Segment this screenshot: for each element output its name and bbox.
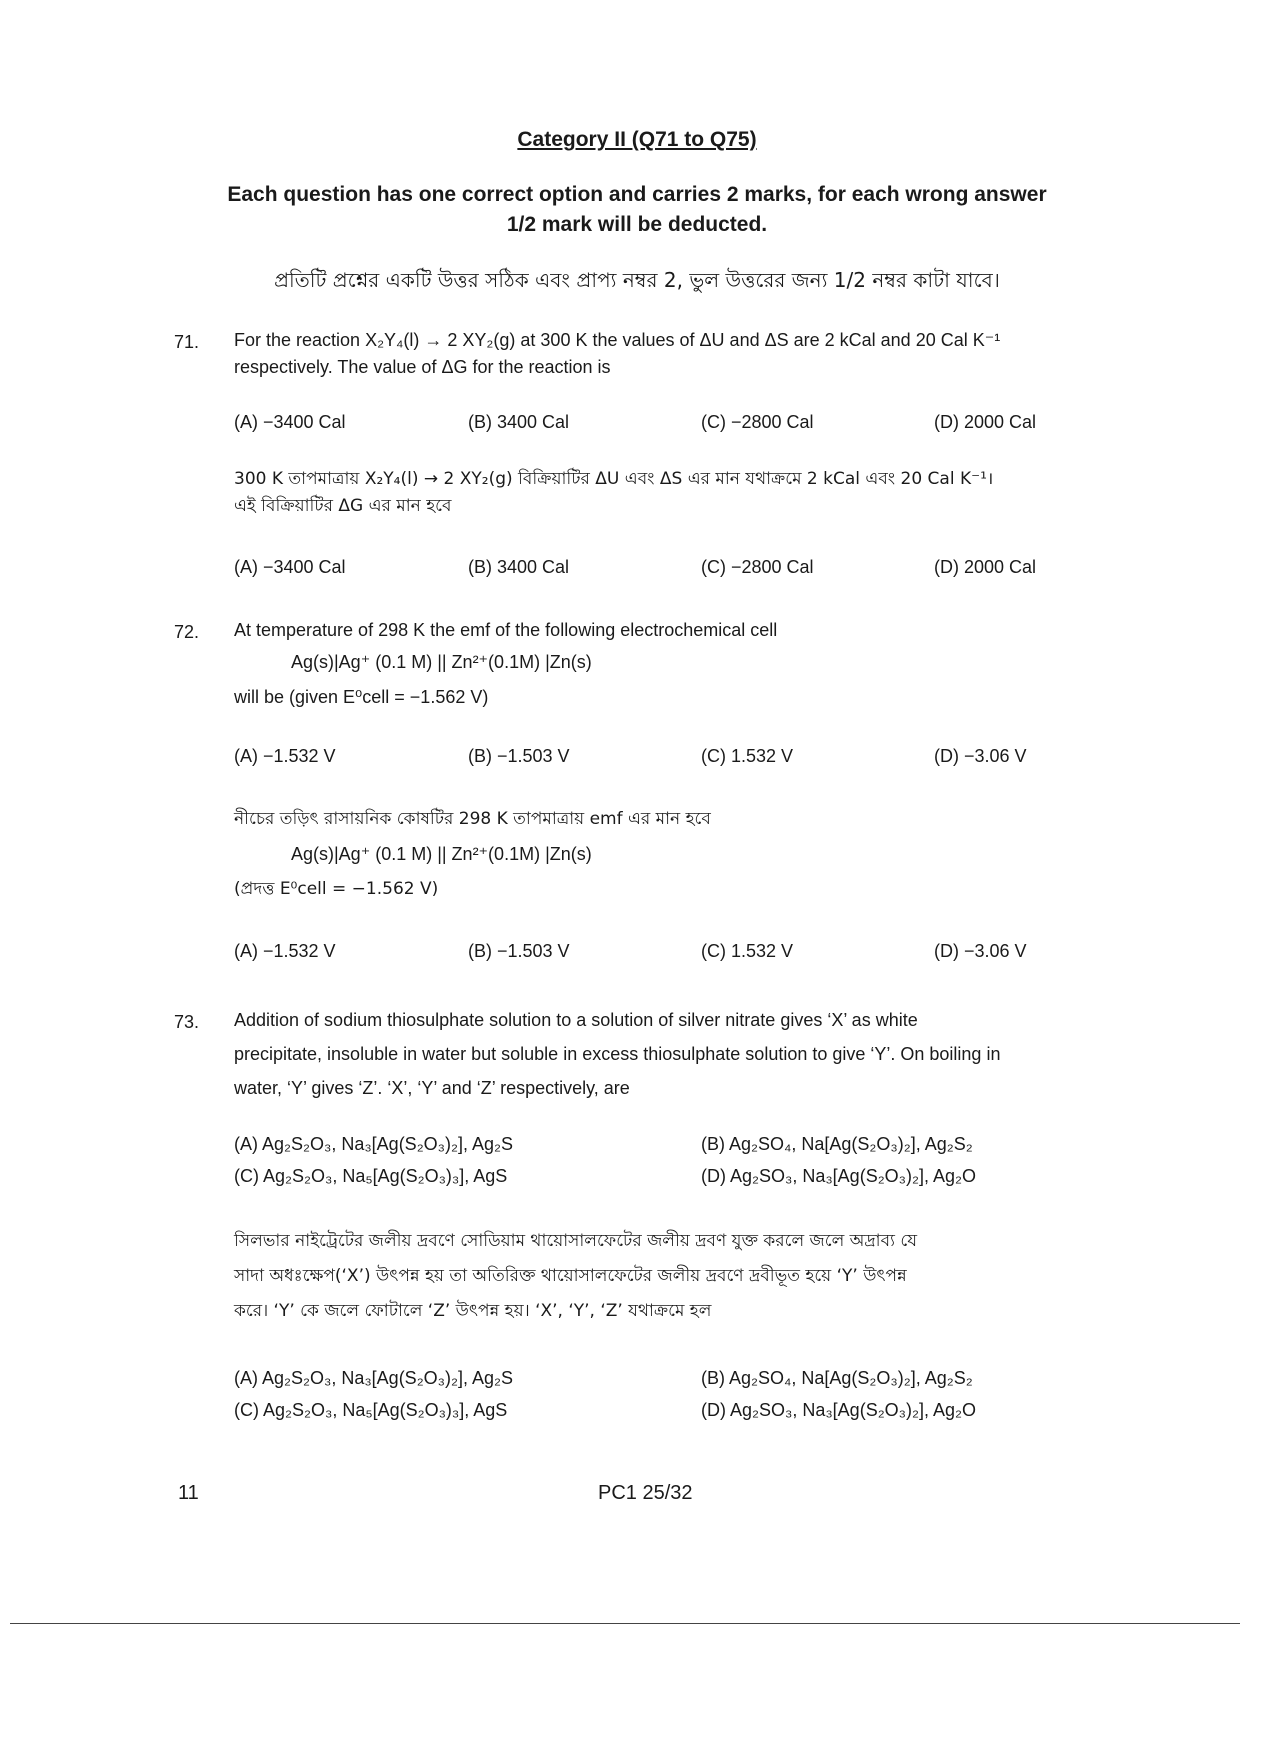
option-c: (C) 1.532 V [701,746,794,766]
option-c: (C) Ag₂S₂O₃, Na₅[Ag(S₂O₃)₃], AgS [234,1400,508,1420]
option-a: (A) −3400 Cal [234,557,346,577]
question-number: 71. [174,332,200,352]
page-number: PC1 25/32 [598,1482,693,1504]
q71-text-bn [234,466,1154,520]
option-d: (D) −3.06 V [934,941,1027,961]
option-d: (D) Ag₂SO₃, Na₃[Ag(S₂O₃)₂], Ag₂O [701,1166,977,1186]
q73-text-en [234,1003,1154,1105]
bottom-rule [10,1623,1240,1624]
option-d: (D) Ag₂SO₃, Na₃[Ag(S₂O₃)₂], Ag₂O [701,1400,977,1420]
option-c: (C) −2800 Cal [701,412,814,432]
footer-left-mark: 11 [178,1482,199,1504]
q72-options-bn [234,941,1134,969]
q73-en-line2: precipitate, insoluble in water but soluble in excess thiosulphate solution to give ‘Y’. On boiling in [234,1044,1001,1064]
question-number: 72. [174,622,200,642]
option-a: (A) −3400 Cal [234,412,346,432]
q73-bn-line3: করে। ‘Y’ কে জলে ফোটালে ‘Z’ উৎপন্ন হয়। ‘X’, ‘Y’, ‘Z’ যথাক্রমে হল [234,1301,712,1321]
q73-options-en [234,1134,1154,1202]
q71-bn-line2: এই বিক্রিয়াটির ΔG এর মান হবে [234,496,452,516]
q72-bn-line1: নীচের তড়িৎ রাসায়নিক কোষটির 298 K তাপমাত্রায় emf এর মান হবে [234,809,711,829]
q73-en-line1: Addition of sodium thiosulphate solution to a solution of silver nitrate gives ‘X’ as white [234,1010,918,1030]
instruction-en-line2: 1/2 mark will be deducted. [506,213,768,236]
option-b: (B) Ag₂SO₄, Na[Ag(S₂O₃)₂], Ag₂S₂ [701,1134,973,1154]
instruction-en-line1: Each question has one correct option and carries 2 marks, for each wrong answer [227,183,1047,206]
option-c: (C) −2800 Cal [701,557,814,577]
q71-options-bn [234,557,1134,585]
q71-options-en [234,412,1134,440]
option-d: (D) 2000 Cal [934,557,1037,577]
option-c: (C) 1.532 V [701,941,794,961]
q73-en-line3: water, ‘Y’ gives ‘Z’. ‘X’, ‘Y’ and ‘Z’ respectively, are [234,1078,630,1098]
option-a: (A) Ag₂S₂O₃, Na₃[Ag(S₂O₃)₂], Ag₂S [234,1368,514,1388]
option-b: (B) 3400 Cal [468,412,570,432]
option-b: (B) −1.503 V [468,941,570,961]
option-b: (B) −1.503 V [468,746,570,766]
option-a: (A) Ag₂S₂O₃, Na₃[Ag(S₂O₃)₂], Ag₂S [234,1134,514,1154]
q72-cell-notation: Ag(s)|Ag⁺ (0.1 M) || Zn²⁺(0.1M) |Zn(s) [291,652,592,672]
q71-text-en [234,327,1154,381]
q71-en-line2: respectively. The value of ΔG for the reaction is [234,357,611,377]
option-d: (D) −3.06 V [934,746,1027,766]
instruction-bn: প্রতিটি প্রশ্নের একটি উত্তর সঠিক এবং প্রাপ্য নম্বর 2, ভুল উত্তরের জন্য 1/2 নম্বর কাটা যাবে। [274,268,1000,292]
q72-en-line1: At temperature of 298 K the emf of the following electrochemical cell [234,620,778,640]
option-a: (A) −1.532 V [234,746,336,766]
q73-text-bn [234,1224,1154,1329]
q71-bn-line1: 300 K তাপমাত্রায় X₂Y₄(l) → 2 XY₂(g) বিক্রিয়াটির ΔU এবং ΔS এর মান যথাক্রমে 2 kCal এবং 20 Cal K⁻¹। [234,469,994,489]
option-b: (B) 3400 Cal [468,557,570,577]
option-d: (D) 2000 Cal [934,412,1037,432]
q72-bn-line3: (প্রদত্ত E⁰cell = −1.562 V) [234,879,439,899]
option-b: (B) Ag₂SO₄, Na[Ag(S₂O₃)₂], Ag₂S₂ [701,1368,973,1388]
category-title: Category II (Q71 to Q75) [517,128,757,151]
q72-options-en [234,746,1134,774]
q72-bn-cell-notation: Ag(s)|Ag⁺ (0.1 M) || Zn²⁺(0.1M) |Zn(s) [291,844,592,864]
option-c: (C) Ag₂S₂O₃, Na₅[Ag(S₂O₃)₃], AgS [234,1166,508,1186]
q73-bn-line2: সাদা অধঃক্ষেপ(‘X’) উৎপন্ন হয় তা অতিরিক্ত থায়োসালফেটের জলীয় দ্রবণে দ্রবীভূত হয়ে ‘Y’ উৎপন্ন [234,1266,907,1286]
q71-en-line1: For the reaction X₂Y₄(l) → 2 XY₂(g) at 300 K the values of ΔU and ΔS are 2 kCal and 20 Cal K⁻¹ [234,330,1001,350]
option-a: (A) −1.532 V [234,941,336,961]
q73-bn-line1: সিলভার নাইট্রেটের জলীয় দ্রবণে সোডিয়াম থায়োসালফেটের জলীয় দ্রবণ যুক্ত করলে জলে অদ্রাব্য যে [234,1231,918,1251]
q73-options-bn [234,1368,1154,1436]
question-number: 73. [174,1012,200,1032]
q72-en-line3: will be (given E⁰cell = −1.562 V) [234,687,489,707]
